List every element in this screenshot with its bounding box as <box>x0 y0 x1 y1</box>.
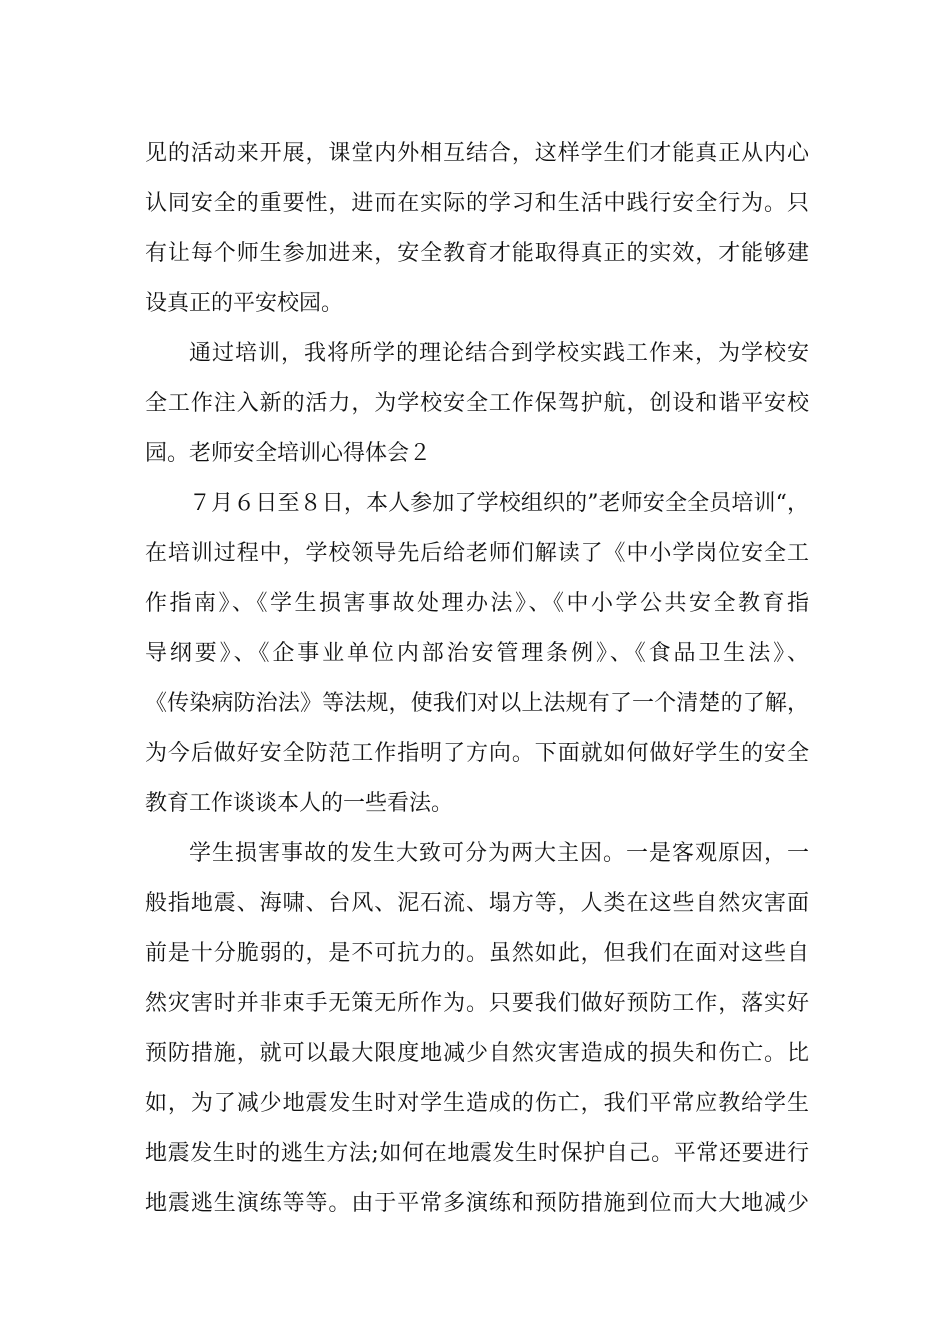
text-line: 预防措施，就可以最大限度地减少自然灾害造成的损失和伤亡。比 <box>145 1041 809 1066</box>
text-line: 通过培训，我将所学的理论结合到学校实践工作来，为学校安 <box>189 341 809 366</box>
text-line: 般指地震、海啸、台风、泥石流、塌方等，人类在这些自然灾害面 <box>145 891 809 916</box>
text-line: 地震发生时的逃生方法;如何在地震发生时保护自己。平常还要进行 <box>145 1141 809 1166</box>
text-line: 然灾害时并非束手无策无所作为。只要我们做好预防工作，落实好 <box>145 991 809 1016</box>
document-body <box>145 129 809 1229</box>
text-line: 教育工作谈谈本人的一些看法。 <box>145 791 454 816</box>
text-line: 认同安全的重要性，进而在实际的学习和生活中践行安全行为。只 <box>145 191 809 216</box>
text-line: 《传染病防治法》等法规，使我们对以上法规有了一个清楚的了解， <box>145 691 809 716</box>
text-line: 设真正的平安校园。 <box>145 291 344 316</box>
text-line: 园。老师安全培训心得体会２ <box>145 441 432 466</box>
text-line: ７月６日至８日，本人参加了学校组织的”老师安全全员培训“， <box>189 491 809 516</box>
text-line: 导纲要》、《企事业单位内部治安管理条例》、《食品卫生法》、 <box>145 641 809 666</box>
text-line: 为今后做好安全防范工作指明了方向。下面就如何做好学生的安全 <box>145 741 809 766</box>
text-line: 有让每个师生参加进来，安全教育才能取得真正的实效，才能够建 <box>145 241 809 266</box>
text-line: 如，为了减少地震发生时对学生造成的伤亡，我们平常应教给学生 <box>145 1091 809 1116</box>
text-line: 作指南》、《学生损害事故处理办法》、《中小学公共安全教育指 <box>145 591 809 616</box>
text-line: 见的活动来开展，课堂内外相互结合，这样学生们才能真正从内心 <box>145 141 809 166</box>
text-line: 学生损害事故的发生大致可分为两大主因。一是客观原因，一 <box>189 841 809 866</box>
text-line: 全工作注入新的活力，为学校安全工作保驾护航，创设和谐平安校 <box>145 391 809 416</box>
text-line: 前是十分脆弱的，是不可抗力的。虽然如此，但我们在面对这些自 <box>145 941 809 966</box>
text-line: 在培训过程中，学校领导先后给老师们解读了《中小学岗位安全工 <box>145 541 809 566</box>
text-line: 地震逃生演练等等。由于平常多演练和预防措施到位而大大地减少 <box>145 1191 809 1216</box>
